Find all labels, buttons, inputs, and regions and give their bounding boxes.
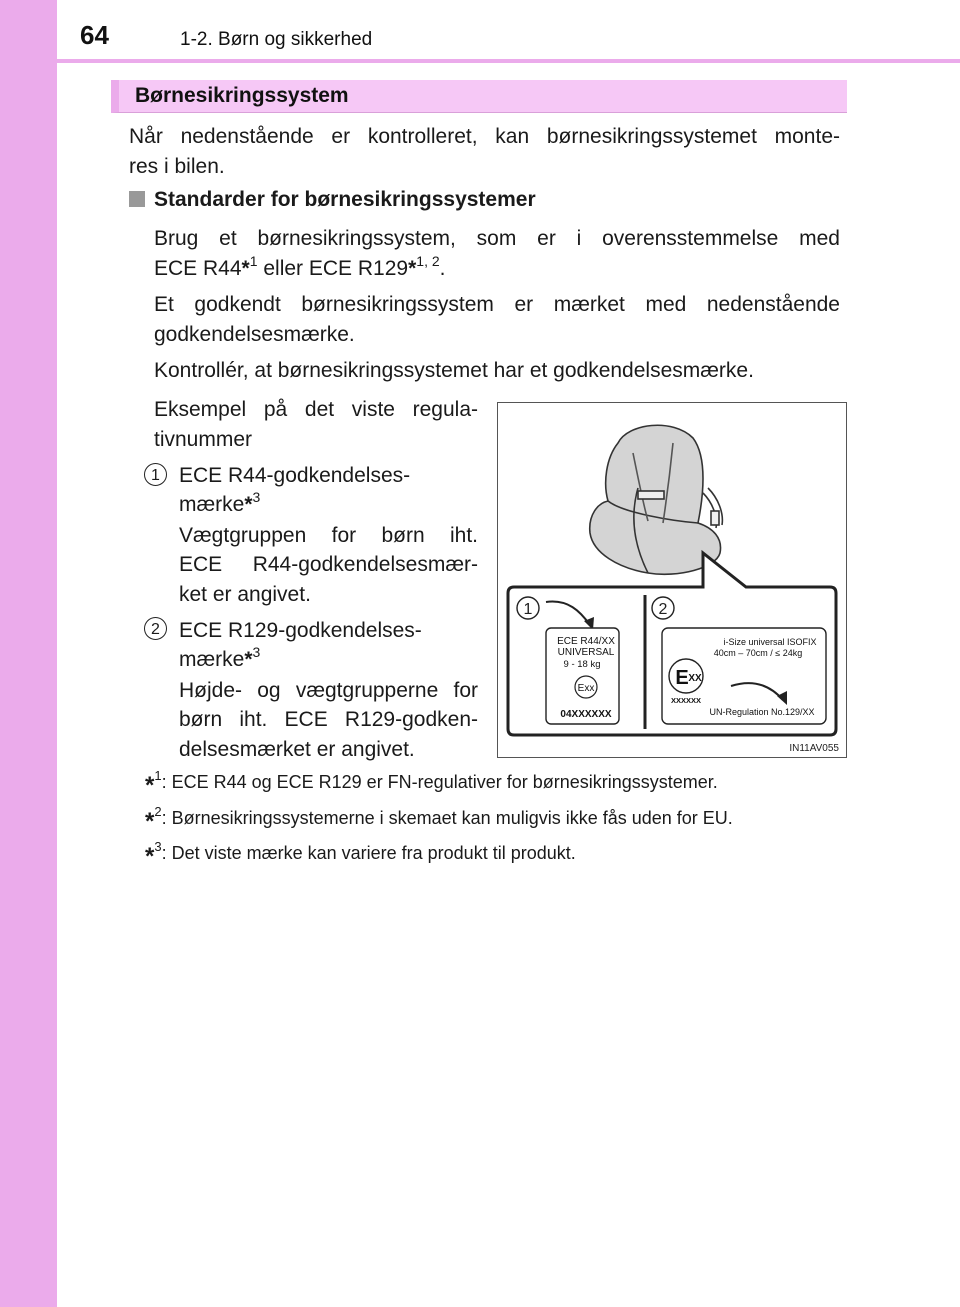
r44-line2: UNIVERSAL xyxy=(557,647,615,658)
r129-line1: i-Size universal ISOFIX xyxy=(723,637,817,647)
r129-emark-e: E xyxy=(675,667,689,689)
item2-title-line2: mærke*$^3$ xyxy=(179,644,261,671)
footnote-3: *$^3$: Det viste mærke kan variere fra produkt til produkt. xyxy=(145,839,576,870)
standards-p1-line2: ECE R44*$^1$ eller ECE R129*$^{1, 2}$. xyxy=(154,253,446,280)
example-line2: tivnummer xyxy=(154,428,253,451)
figure-label-2-text: 2 xyxy=(658,601,668,618)
page-number: 64 xyxy=(80,20,109,50)
side-tab-bar xyxy=(0,0,57,1307)
intro-line-1: Når nedenstående er kontrolleret, kan børnesikringssystemet monte- xyxy=(129,125,840,148)
standards-p2-line2: godkendelsesmærke. xyxy=(154,323,355,346)
standards-heading: Standarder for børnesikringssystemer xyxy=(129,188,536,212)
item-number-2: 2 xyxy=(144,617,167,640)
standards-p2-line1: Et godkendt børnesikringssystem er mærket med nedenstående xyxy=(154,293,840,316)
item2-desc-line2: børn iht. ECE R129-godken- xyxy=(179,708,478,731)
r129-code: XXXXXX xyxy=(670,696,702,705)
standards-p3: Kontrollér, at børnesikringssystemet har et godkendelsesmærke. xyxy=(154,359,754,382)
r44-line3: 9 - 18 kg xyxy=(563,659,601,670)
r44-emark-text: Exx xyxy=(577,683,595,694)
footnote-1: *$^1$: ECE R44 og ECE R129 er FN-regulativer for børnesikringssystemer. xyxy=(145,768,718,799)
r44-code: 04XXXXXX xyxy=(560,709,612,720)
figure-label-1-text: 1 xyxy=(523,601,533,618)
figure-drawing xyxy=(498,403,845,756)
r44-line1: ECE R44/XX xyxy=(557,636,615,647)
approval-mark-figure xyxy=(497,402,847,758)
footnote-2: *$^2$: Børnesikringssystemerne i skemaet kan muligvis ikke fås uden for EU. xyxy=(145,804,733,835)
item2-desc-line1: Højde- og vægtgrupperne for xyxy=(179,679,478,702)
item1-desc-line3: ket er angivet. xyxy=(179,583,311,606)
item2-desc-line3: delsesmærket er angivet. xyxy=(179,738,415,761)
intro-line-2: res i bilen. xyxy=(129,155,225,178)
r129-emark-xx: XX xyxy=(688,673,702,684)
r129-regulation: UN-Regulation No.129/XX xyxy=(709,707,815,717)
item1-desc-line1: Vægtgruppen for børn iht. xyxy=(179,524,478,547)
header-rule xyxy=(57,59,960,63)
item1-title-line2: mærke*$^3$ xyxy=(179,489,261,516)
section-header xyxy=(111,80,847,113)
section-title: Børnesikringssystem xyxy=(135,84,349,107)
item1-title-line1: ECE R44-godkendelses- xyxy=(179,464,411,487)
standards-p1-line1: Brug et børnesikringssystem, som er i overensstemmelse med xyxy=(154,227,840,250)
item2-title-line1: ECE R129-godkendelses- xyxy=(179,619,422,642)
example-line1: Eksempel på det viste regula- xyxy=(154,398,478,421)
square-bullet-icon xyxy=(129,191,145,207)
item-number-1: 1 xyxy=(144,463,167,486)
figure-id: IN11AV055 xyxy=(789,743,839,754)
chapter-title: 1-2. Børn og sikkerhed xyxy=(180,29,373,50)
item1-desc-line2: ECE R44-godkendelsesmær- xyxy=(179,553,478,576)
r129-line2: 40cm – 70cm / ≤ 24kg xyxy=(713,648,803,658)
